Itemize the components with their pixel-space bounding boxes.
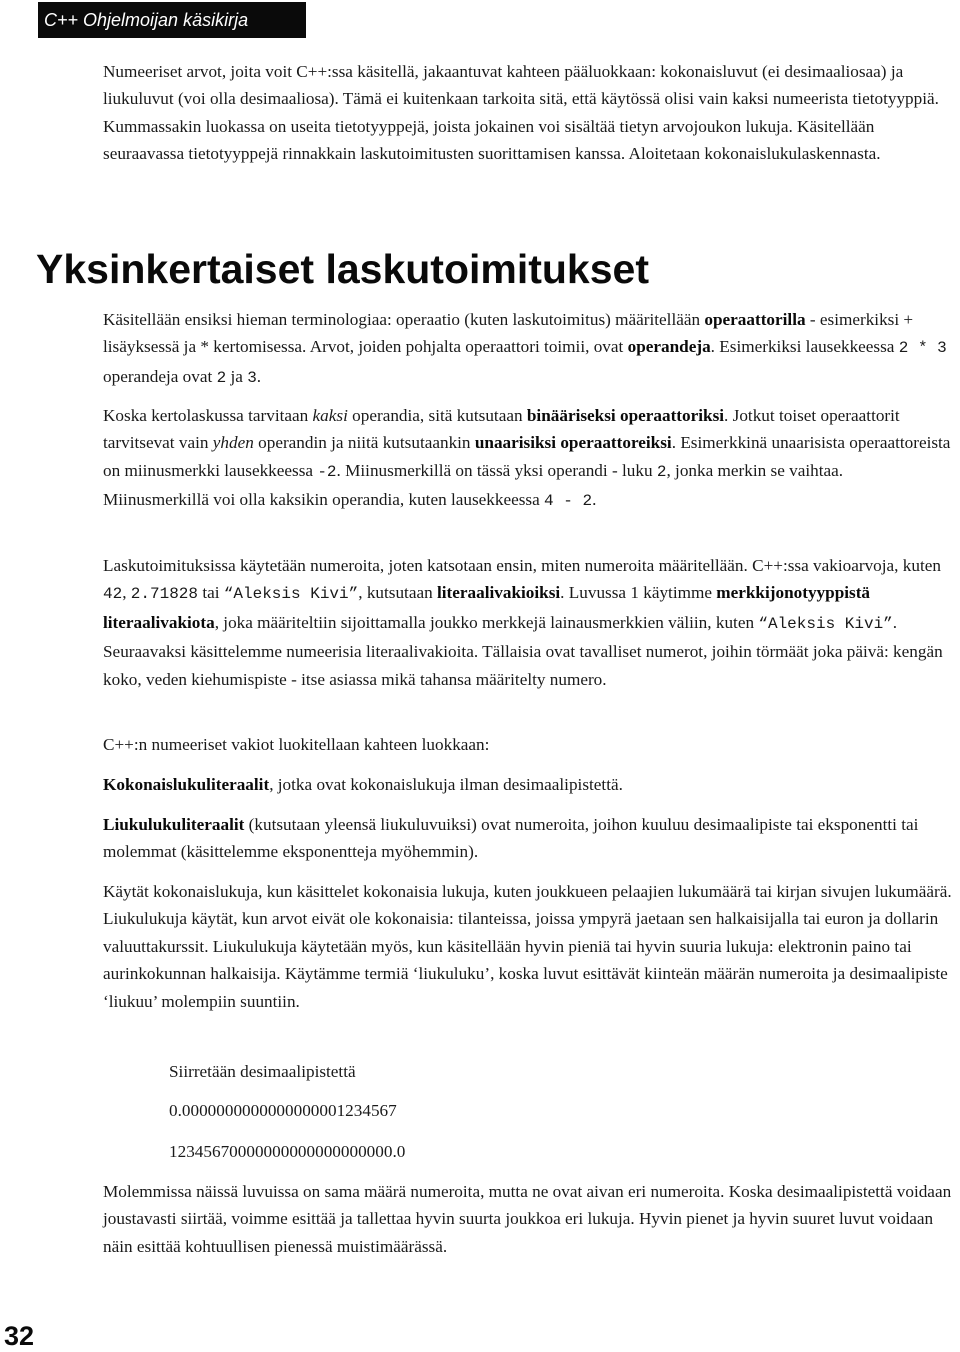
code-value: 2.71828 bbox=[130, 585, 199, 604]
book-title-banner bbox=[38, 2, 306, 38]
code-string: “Aleksis Kivi” bbox=[223, 585, 359, 604]
text-span: , joka määriteltiin sijoittamalla joukko merkkejä lainausmerkkien väliin, kuten bbox=[214, 612, 759, 632]
code-expression: -2 bbox=[317, 462, 337, 481]
code-expression: 2 * 3 bbox=[898, 339, 947, 358]
text-span: , bbox=[122, 583, 131, 603]
code-value: 2 bbox=[656, 462, 667, 481]
term-string-literal: merkkijonotyyppistä literaalivakiota bbox=[103, 583, 871, 632]
page-number: 32 bbox=[4, 1321, 35, 1351]
term-binary-operator: binääriseksi operaattoriksi bbox=[526, 406, 725, 425]
terminology-paragraph bbox=[103, 306, 953, 392]
literal-paragraph bbox=[103, 552, 953, 693]
classification-paragraph: C++:n numeeriset vakiot luokitellaan kahteen luokkaan: bbox=[103, 735, 490, 754]
text-span: . Esimerkiksi lausekkeessa bbox=[710, 337, 899, 357]
code-value: 42 bbox=[103, 585, 123, 604]
text-span: Laskutoimituksissa käytetään numeroita, joten katsotaan ensin, miten numeroita määritellään. C++:ssa vakioarvoja, kuten bbox=[103, 556, 941, 575]
text-span: . Luvussa 1 käytimme bbox=[560, 583, 717, 603]
text-span: , jonka merkin se vaihtaa. Miinusmerkillä voi olla kaksikin operandia, kuten lausekkeessa bbox=[103, 460, 844, 510]
text-span: . Miinusmerkillä on tässä yksi operandi - luku bbox=[336, 460, 657, 480]
term-unary-operator: unaarisiksi operaattoreiksi bbox=[474, 433, 672, 453]
text-span: . bbox=[256, 366, 262, 386]
code-value: 2 bbox=[216, 368, 227, 387]
integer-literal-paragraph bbox=[103, 771, 953, 798]
usage-paragraph: Käytät kokonaislukuja, kun käsittelet kokonaisia lukuja, kuten joukkueen pelaajien lukumäärä tai kirjan sivujen lukumäärä. Liukulukuja käytät, kun arvot eivät ole kokonaisia: tilanteissa, joissa ympyrä jaetaan sen halkaisijalla tai euron ja dollarin valuuttakurssit. Liukulukuja käytetään myös, kun käsitellään hyvin pieniä tai hyvin suuria lukuja: elektronin paino tai aurinkokunnan halkaisija. Käytämme termiä ‘liukuluku’, koska luvut esittävät kiinteän määrän numeroita ja desimaalipiste ‘liukuu’ molempiin suuntiin. bbox=[103, 882, 952, 1011]
section-heading: Yksinkertaiset laskutoimitukset bbox=[36, 246, 649, 292]
closing-paragraph: Molemmissa näissä luvuissa on sama määrä numeroita, mutta ne ovat aivan eri numeroita. Koska desimaalipistettä voidaan joustavasti siirtää, voimme esittää ja tallettaa hyvin suurta joukkoa eri lukuja. Hyvin pienet ja hyvin suuret luvut voidaan näin esittää kohtuullisen pienessä muistimäärässä. bbox=[103, 1182, 952, 1256]
emphasis: yhden bbox=[212, 433, 254, 453]
text-span: , kutsutaan bbox=[358, 583, 437, 603]
text-span: (kutsutaan yleensä liukuluvuiksi) ovat numeroita, joihon kuuluu desimaalipiste tai eksponentti tai molemmat (käsittelemme eksponentteja myöhemmin). bbox=[103, 815, 919, 862]
operator-paragraph bbox=[103, 402, 953, 516]
term-operator: operaattorilla bbox=[704, 310, 806, 329]
text-span: . bbox=[592, 490, 597, 510]
example-small-number: 0.0000000000000000001234567 bbox=[169, 1101, 397, 1120]
code-expression: 4 - 2 bbox=[544, 492, 593, 511]
text-span: - esimerkiksi + lisäyksessä ja * kertomisessa. Arvot, joiden pohjalta operaattori toimii, ovat bbox=[103, 310, 914, 357]
code-value: 3 bbox=[247, 368, 257, 387]
text-span: . Esimerkkinä unaarisista operaattoreista on miinusmerkki lausekkeessa bbox=[103, 433, 951, 480]
example-caption: Siirretään desimaalipistettä bbox=[169, 1062, 356, 1081]
text-span: . Seuraavaksi käsittelemme numeerisia literaalivakioita. Tällaisia ovat tavalliset numerot, joihin törmäät joka päivä: kengän koko, veden kiehumispiste - itse asiassa mikä tahansa määritelty numero. bbox=[103, 612, 943, 689]
text-span: , jotka ovat kokonaislukuja ilman desimaalipistettä. bbox=[269, 775, 623, 794]
text-span: operandeja ovat bbox=[103, 366, 217, 386]
text-span: Käsitellään ensiksi hieman terminologiaa: operaatio (kuten laskutoimitus) määritellään bbox=[103, 310, 701, 329]
text-span: operandia, sitä kutsutaan bbox=[347, 406, 527, 425]
text-span: ja bbox=[226, 366, 248, 386]
emphasis: kaksi bbox=[312, 406, 348, 425]
float-literal-paragraph bbox=[103, 811, 953, 866]
term-literal: literaalivakioiksi bbox=[436, 583, 561, 603]
text-span: tai bbox=[198, 583, 224, 603]
code-string: “Aleksis Kivi” bbox=[758, 614, 893, 633]
text-span: operandin ja niitä kutsutaankin bbox=[253, 433, 475, 453]
book-title: C++ Ohjelmoijan käsikirja bbox=[44, 10, 249, 30]
term-integer-literal: Kokonaislukuliteraalit bbox=[103, 775, 270, 794]
example-large-number: 12345670000000000000000000.0 bbox=[169, 1142, 406, 1161]
intro-paragraph: Numeeriset arvot, joita voit C++:ssa käsitellä, jakaantuvat kahteen pääluokkaan: kokonaisluvut (ei desimaaliosaa) ja liukuluvut (voi olla desimaaliosa). Tämä ei kuitenkaan tarkoita sitä, että käytössä olisi vain kaksi numeerista tietotyyppiä. Kummassakin luokassa on useita tietotyyppejä, joista jokainen voi sisältää tietyn arvojoukon lukuja. Käsitellään seuraavassa tietotyyppejä rinnakkain laskutoimitusten suorittamisen kanssa. Aloitetaan kokonaislukulaskennasta. bbox=[103, 62, 939, 164]
term-operand: operandeja bbox=[627, 337, 711, 357]
text-span: . Jotkut toiset operaattorit tarvitsevat vain bbox=[103, 406, 900, 453]
term-float-literal: Liukulukuliteraalit bbox=[103, 815, 245, 834]
text-span: Koska kertolaskussa tarvitaan bbox=[103, 406, 313, 425]
